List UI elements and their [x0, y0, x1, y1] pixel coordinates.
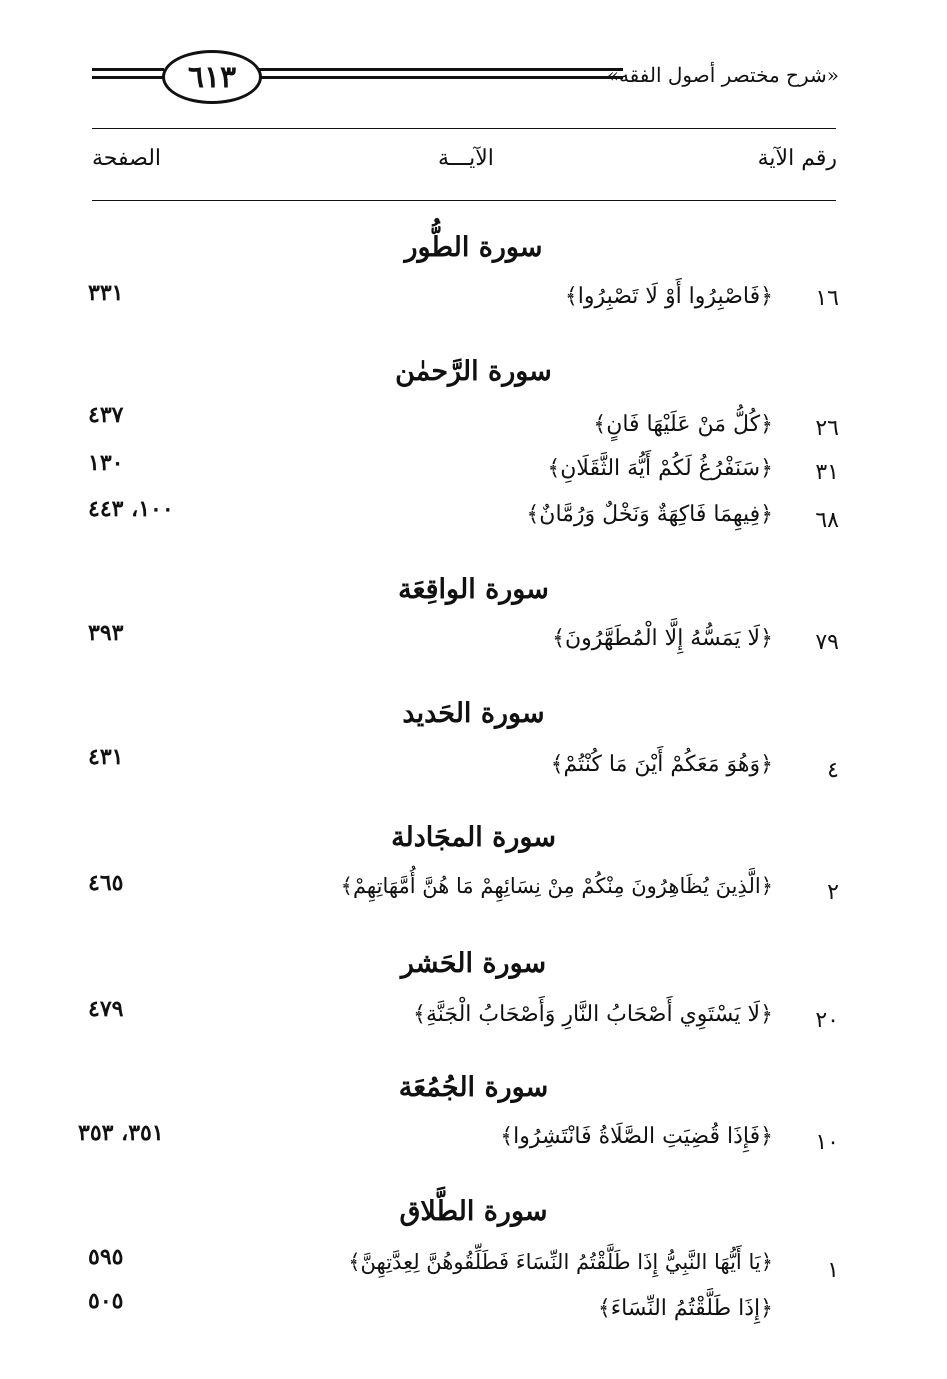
- surah-title: سورة المجَادلة: [391, 822, 556, 853]
- page-reference: ٣٥١، ٣٥٣: [78, 1120, 164, 1146]
- surah-title: سورة الحَديد: [402, 698, 545, 729]
- ayah-text: ﴿لَا يَمَسُّهُ إِلَّا الْمُطَهَّرُونَ﴾: [552, 626, 773, 651]
- ayah-number: ٢: [827, 880, 839, 905]
- ayah-number: ٢٠: [815, 1008, 839, 1033]
- page-reference: ٤٦٥: [88, 870, 124, 896]
- ayah-number: ٣١: [815, 460, 839, 485]
- page-reference: ٥٠٥: [88, 1288, 124, 1314]
- ayah-text: ﴿فَاصْبِرُوا أَوْ لَا تَصْبِرُوا﴾: [564, 284, 773, 309]
- page-reference: ٥٩٥: [88, 1244, 124, 1270]
- page-reference: ٣٣١: [88, 280, 124, 306]
- surah-title: سورة الواقِعَة: [398, 574, 549, 605]
- surah-title: سورة الطُّور: [404, 232, 543, 263]
- ayah-number: ١٦: [815, 286, 839, 311]
- page-reference: ٤٣١: [88, 744, 124, 770]
- book-title: «شرح مختصر أصول الفقه»: [606, 63, 839, 87]
- ayah-text: ﴿إِذَا طَلَّقْتُمُ النِّسَاءَ﴾: [597, 1296, 773, 1321]
- ayah-text: ﴿فَإِذَا قُضِيَتِ الصَّلَاةُ فَانْتَشِرُوا﴾: [500, 1124, 773, 1149]
- col-head-page: الصفحة: [92, 146, 162, 171]
- page-reference: ٤٣٧: [88, 402, 124, 428]
- column-header-top-rule: [92, 128, 836, 129]
- surah-title: سورة الحَشر: [400, 948, 547, 979]
- ayah-text: ﴿وَهُوَ مَعَكُمْ أَيْنَ مَا كُنْتُمْ﴾: [550, 752, 773, 777]
- ayah-text: ﴿سَنَفْرُغُ لَكُمْ أَيُّهَ الثَّقَلَانِ﴾: [547, 456, 773, 481]
- ayah-number: ٧٩: [815, 630, 839, 655]
- ayah-number: ٦٨: [815, 508, 839, 533]
- ayah-number: ٤: [827, 758, 839, 783]
- ayah-text: ﴿الَّذِينَ يُظَاهِرُونَ مِنْكُمْ مِنْ نِسَائِهِمْ مَا هُنَّ أُمَّهَاتِهِمْ﴾: [340, 874, 773, 898]
- ayah-text: ﴿لَا يَسْتَوِي أَصْحَابُ النَّارِ وَأَصْحَابُ الْجَنَّةِ﴾: [413, 1002, 773, 1027]
- header-rule-right-bottom: [255, 76, 623, 79]
- surah-title: سورة الجُمُعَة: [398, 1072, 549, 1103]
- header-rule-left-top: [92, 68, 164, 71]
- header-rule-right-top: [255, 68, 623, 71]
- surah-title: سورة الطَّلاق: [399, 1196, 548, 1227]
- ayah-text: ﴿فِيهِمَا فَاكِهَةٌ وَنَخْلٌ وَرُمَّانٌ﴾: [526, 502, 773, 527]
- column-header-bottom-rule: [92, 200, 836, 201]
- col-head-ayah-number: رقم الآية: [757, 146, 837, 171]
- page-reference: ١٣٠: [88, 450, 124, 476]
- ayah-text: ﴿كُلُّ مَنْ عَلَيْهَا فَانٍ﴾: [593, 412, 773, 437]
- ayah-number: ١٠: [815, 1130, 839, 1155]
- col-head-ayah: الآيـــة: [438, 146, 494, 171]
- page-number: ٦١٣: [162, 50, 262, 104]
- header-rule-left-bottom: [92, 76, 164, 79]
- page-reference: ١٠٠، ٤٤٣: [88, 496, 174, 522]
- ayah-number: ١: [827, 1258, 839, 1283]
- surah-title: سورة الرَّحمٰن: [395, 356, 552, 387]
- ayah-text: ﴿يَا أَيُّهَا النَّبِيُّ إِذَا طَلَّقْتُمُ النِّسَاءَ فَطَلِّقُوهُنَّ لِعِدَّتِهِنَّ﴾: [348, 1250, 773, 1274]
- page-reference: ٤٧٩: [88, 996, 124, 1022]
- page-reference: ٣٩٣: [88, 620, 124, 646]
- ayah-number: ٢٦: [815, 416, 839, 441]
